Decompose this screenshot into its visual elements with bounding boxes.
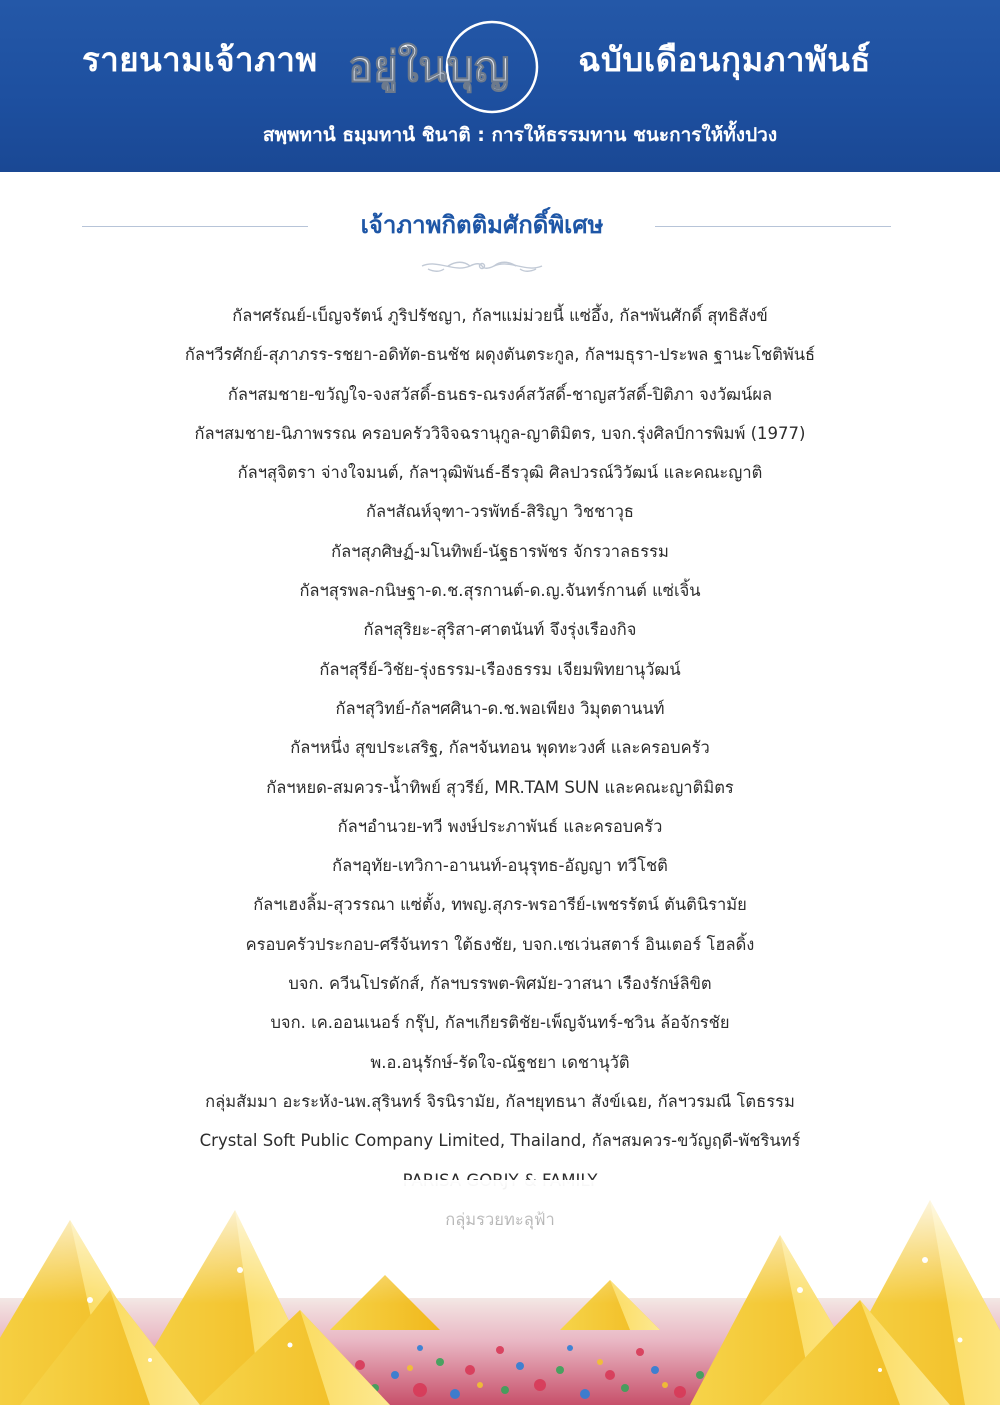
header-banner: [0, 0, 1000, 172]
list-item: กัลฯสมชาย-นิภาพรรณ ครอบครัววิจิจฉรานุกูล-ญาติมิตร, บจก.รุ่งศิลป์การพิมพ์ (1977): [194, 423, 806, 443]
list-item: กัลฯหยด-สมควร-น้ำทิพย์ สุวรีย์, MR.TAM SUN และคณะญาติมิตร: [266, 777, 734, 797]
logo-text: อยู่ในบุญ: [348, 42, 510, 91]
list-item: พ.อ.อนุรักษ์-รัดใจ-ณัฐชยา เดชานุวัติ: [370, 1052, 630, 1072]
list-item: บจก. ควีนโปรดักส์, กัลฯบรรพต-พิศมัย-วาสนา เรืองรักษ์ลิขิต: [288, 974, 712, 994]
heading-rule-left: [82, 226, 308, 227]
list-item: กัลฯสุวิทย์-กัลฯศศินา-ด.ช.พอเพียง วิมุตตานนท์: [335, 698, 665, 718]
header-title-right: ฉบับเดือนกุมภาพันธ์: [578, 40, 871, 79]
header-title-left: รายนามเจ้าภาพ: [82, 40, 318, 79]
list-item: กัลฯสุจิตรา จ่างใจมนต์, กัลฯวุฒิพันธ์-ธีรวุฒิ ศิลปวรณ์วิวัฒน์ และคณะญาติ: [237, 463, 763, 483]
list-item: กัลฯสมชาย-ขวัญใจ-จงสวัสดิ์-ธนธร-ณรงค์สวัสดิ์-ชาญสวัสดิ์-ปิติภา จงวัฒน์ผล: [227, 384, 773, 404]
list-item: กลุ่มสัมมา อะระหัง-นพ.สุรินทร์ จิรนิรามัย, กัลฯยุทธนา สังข์เฉย, กัลฯวรมณี โตธรรม: [205, 1091, 795, 1111]
list-item: กัลฯสุรพล-กนิษฐา-ด.ช.สุรกานต์-ด.ญ.จันทร์กานต์ แซ่เจิ้น: [299, 581, 701, 601]
list-item: กัลฯศรัณย์-เบ็ญจรัตน์ ภูริปรัชญา, กัลฯแม่ม่วยนี้ แซ่อึ้ง, กัลฯพันศักดิ์ สุทธิสังข์: [232, 306, 768, 325]
header-motto: สพฺพทานํ ธมฺมทานํ ชินาติ : การให้ธรรมทาน ชนะการให้ทั้งปวง: [262, 124, 778, 146]
flourish-ornament: [418, 257, 546, 275]
list-item: กัลฯอุทัย-เทวิกา-อานนท์-อนุรุทธ-อัญญา ทวีโชติ: [332, 856, 668, 876]
list-item: กัลฯสุริยะ-สุริสา-ศาตนันท์ จึงรุ่งเรืองกิจ: [363, 620, 637, 640]
list-item: กัลฯสัณห์จุฑา-วรพัทธ์-สิริญา วิชชาวุธ: [366, 502, 634, 522]
list-item: บจก. เค.ออนเนอร์ กรุ๊ป, กัลฯเกียรติชัย-เพ็ญจันทร์-ชวิน ล้อจักรชัย: [270, 1013, 730, 1033]
sponsor-names-list: [60, 296, 940, 1239]
list-item: กัลฯวีรศักย์-สุภาภรร-รชยา-อดิทัต-ธนชัช ผดุงตันตระกูล, กัลฯมธุรา-ประพล ฐานะโชติพันธ์: [184, 345, 816, 365]
list-item: กัลฯสุรีย์-วิชัย-รุ่งธรรม-เรืองธรรม เจียมพิทยานุวัฒน์: [319, 659, 681, 679]
list-item: กัลฯสุภศิษฏ์-มโนทิพย์-นัฐธารพัชร จักรวาลธรรม: [331, 541, 669, 561]
heading-rule-right: [655, 226, 891, 227]
list-item: กัลฯเฮงลิ้ม-สุวรรณา แซ่ตั้ง, ทพญ.สุภร-พรอารีย์-เพชรรัตน์ ตันตินิรามัย: [253, 895, 747, 915]
list-item: Crystal Soft Public Company Limited, Thailand, กัลฯสมควร-ขวัญฤดี-พัชรินทร์: [199, 1131, 801, 1151]
logo: [340, 18, 572, 114]
list-item: ครอบครัวประกอบ-ศรีจันทรา ใต้ธงชัย, บจก.เซเว่นสตาร์ อินเตอร์ โฮลดิ้ง: [245, 934, 755, 954]
golden-pagoda-scene: [0, 1180, 1000, 1405]
list-item: กัลฯหนึ่ง สุขประเสริฐ, กัลฯจันทอน พุดทะวงศ์ และครอบครัว: [290, 738, 710, 758]
list-item: กัลฯอำนวย-ทวี พงษ์ประภาพันธ์ และครอบครัว: [337, 816, 663, 836]
section-title: เจ้าภาพกิตติมศักดิ์พิเศษ: [360, 211, 604, 239]
